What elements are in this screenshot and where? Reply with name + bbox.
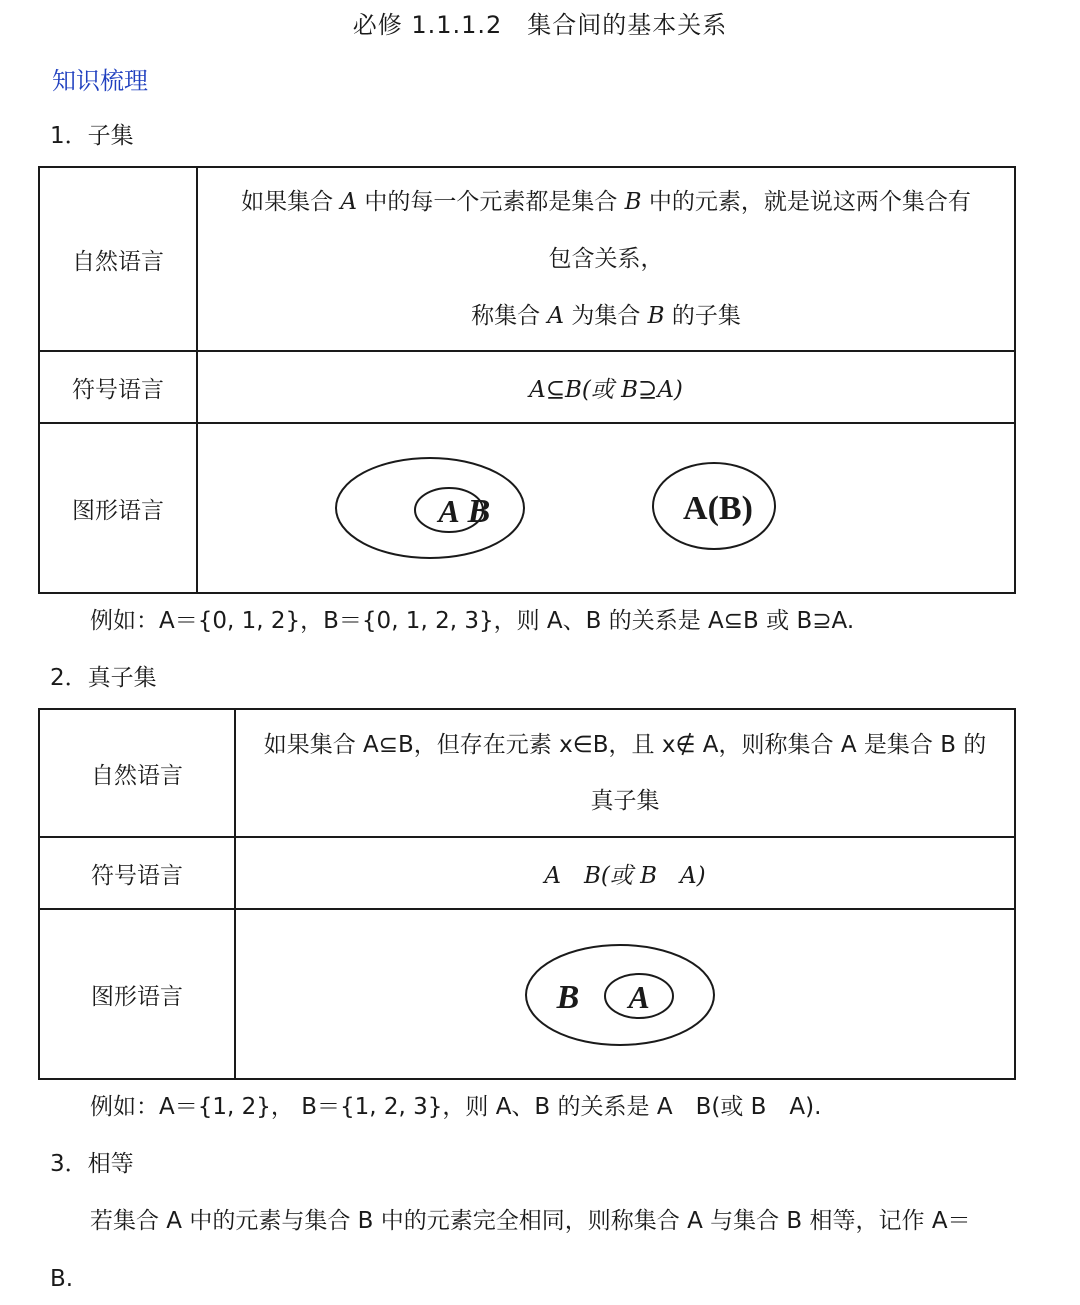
set-a-symbol: A <box>340 188 358 215</box>
subset-equal-label: A(B) <box>683 490 753 527</box>
text-fragment: 如果集合 <box>241 188 341 215</box>
set-b-symbol: B <box>624 188 642 215</box>
subset-example: 例如：A＝{0, 1, 2}，B＝{0, 1, 2, 3}，则 A、B 的关系是 A⊆B 或 B⊇A. <box>90 608 855 634</box>
proper-subset-table <box>38 708 1016 1080</box>
proper-venn-diagram <box>236 910 1014 1078</box>
subset-row-graphic <box>39 423 1015 593</box>
equal-heading: 3．相等 <box>50 1151 134 1177</box>
subset-symbol-content: A⊆B(或 B⊇A) <box>197 351 1015 423</box>
subset-venn-diagrams <box>198 424 1014 592</box>
equal-text-line1: 若集合 A 中的元素与集合 B 中的元素完全相同，则称集合 A 与集合 B 相等，记作 A＝ <box>90 1208 971 1234</box>
text-fragment: 中的每一个元素都是集合 <box>357 188 625 215</box>
proper-outer-ellipse <box>526 945 714 1045</box>
proper-row-graphic <box>39 909 1015 1079</box>
text-fragment: 中的元素，就是说这两个集合有 <box>641 188 971 215</box>
subset-natural-line1 <box>198 174 1014 231</box>
subset-outer-ellipse <box>336 458 524 558</box>
proper-symbol-label: 符号语言 <box>39 837 235 909</box>
subset-natural-line2: 包含关系， <box>548 245 664 272</box>
proper-natural-line1: 如果集合 A⊆B，但存在元素 x∈B，且 x∉ A，则称集合 A 是集合 B 的 <box>263 732 987 758</box>
subset-symbol-label: 符号语言 <box>39 351 197 423</box>
text-fragment: 称集合 <box>471 302 548 329</box>
subset-natural-line3 <box>198 288 1014 345</box>
page-title: 必修 1.1.1.2 集合间的基本关系 <box>352 11 728 39</box>
text-fragment: 的子集 <box>664 302 741 329</box>
proper-natural-label: 自然语言 <box>39 709 235 837</box>
proper-outer-label: B <box>556 979 580 1016</box>
set-a-symbol: A <box>547 302 565 329</box>
subset-graphic-content <box>197 423 1015 593</box>
proper-natural-line2: 真子集 <box>590 788 660 814</box>
proper-natural-content <box>235 709 1015 837</box>
proper-subset-heading: 2．真子集 <box>50 665 157 691</box>
subset-graphic-label: 图形语言 <box>39 423 197 593</box>
proper-graphic-content <box>235 909 1015 1079</box>
proper-subset-example: 例如：A＝{1, 2}， B＝{1, 2, 3}，则 A、B 的关系是 A B(或 B A). <box>90 1094 822 1120</box>
proper-symbol-content: A B(或 B A) <box>235 837 1015 909</box>
set-b-symbol: B <box>647 302 665 329</box>
subset-outer-label: B <box>467 493 491 530</box>
text-fragment: 为集合 <box>564 302 648 329</box>
equal-text-line2: B. <box>50 1266 74 1292</box>
proper-graphic-label: 图形语言 <box>39 909 235 1079</box>
subset-row-symbol <box>39 351 1015 423</box>
proper-row-symbol <box>39 837 1015 909</box>
proper-inner-label: A <box>628 979 650 1015</box>
subset-inner-label: A <box>438 493 460 529</box>
subset-table <box>38 166 1016 594</box>
subset-natural-label: 自然语言 <box>39 167 197 351</box>
proper-row-natural <box>39 709 1015 837</box>
subset-natural-content <box>197 167 1015 351</box>
subset-heading: 1．子集 <box>50 123 134 149</box>
subset-row-natural <box>39 167 1015 351</box>
section-heading: 知识梳理 <box>52 67 148 95</box>
